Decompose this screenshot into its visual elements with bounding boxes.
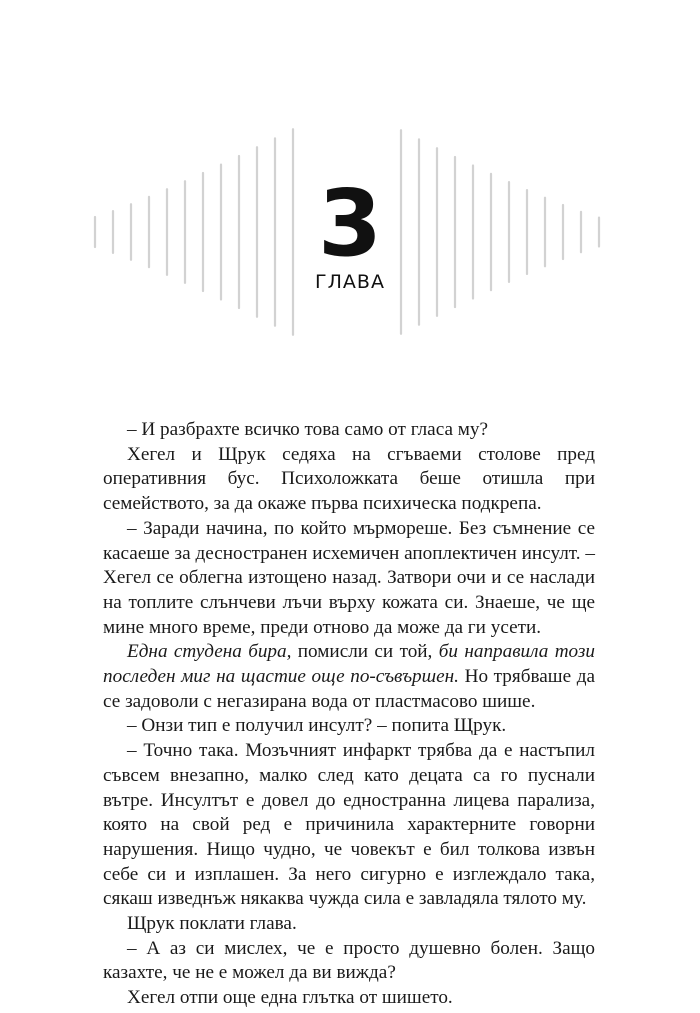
chapter-number: 3: [317, 170, 382, 277]
chapter-label: ГЛАВА: [315, 271, 385, 293]
paragraph: [103, 640, 595, 714]
text-run: – Точно така. Мозъчният инфаркт трябва да е настъпил съвсем внезапно, малко след като децата са го пуснали вътре. Инсултът е довел до едностранна лицева парализа, която на свой ред е причинила характерните говорни нарушения. Нищо чудно, че човекът е бил толкова извън себе си и изплашен. За него сигурно е изглеждало така, сякаш изведнъж някаква чужда сила е завладяла тялото му.: [103, 740, 595, 910]
paragraph: [103, 418, 595, 443]
chapter-header: [0, 0, 700, 400]
body-text: [103, 418, 595, 1011]
text-run: – А аз си мислех, че е просто душевно болен. Защо казахте, че не е можел да ви вижда?: [103, 937, 595, 984]
text-run: Хегел отпи още една глътка от шишето.: [127, 987, 453, 1009]
paragraph: [103, 517, 595, 641]
text-run: Хегел и Щрук седяха на сгъваеми столове пред оперативния бус. Психоложката беше отишла при семейството, за да окаже първа психическа подкрепа.: [103, 443, 595, 515]
text-run: Но трябваше да се задоволи с негазирана вода от пластмасово шише.: [103, 666, 595, 712]
italic-run: би направила този последен миг на щастие още по-съвършен.: [103, 641, 595, 688]
paragraph: [103, 986, 595, 1011]
text-run: помисли си той,: [291, 641, 439, 663]
text-run: – Онзи тип е получил инсулт? – попита Щрук.: [127, 715, 507, 737]
paragraph: [103, 443, 595, 517]
text-run: – И разбрахте всичко това само от гласа му?: [127, 419, 489, 440]
paragraph: [103, 714, 595, 739]
text-run: – Заради начина, по който мърмореше. Без съмнение се касаеше за десностранен исхемичен апоплектичен инсулт. – Хегел се облегна изтощено назад. Затвори очи и се наслади на топлите слънчеви лъчи върху кожата си. Знаеше, че ще мине много време, преди отново да може да ги усети.: [103, 517, 595, 638]
italic-run: Една студена бира,: [127, 641, 292, 663]
paragraph: [103, 739, 595, 912]
paragraph: [103, 912, 595, 937]
paragraph: [103, 937, 595, 986]
text-run: Щрук поклати глава.: [127, 913, 297, 935]
